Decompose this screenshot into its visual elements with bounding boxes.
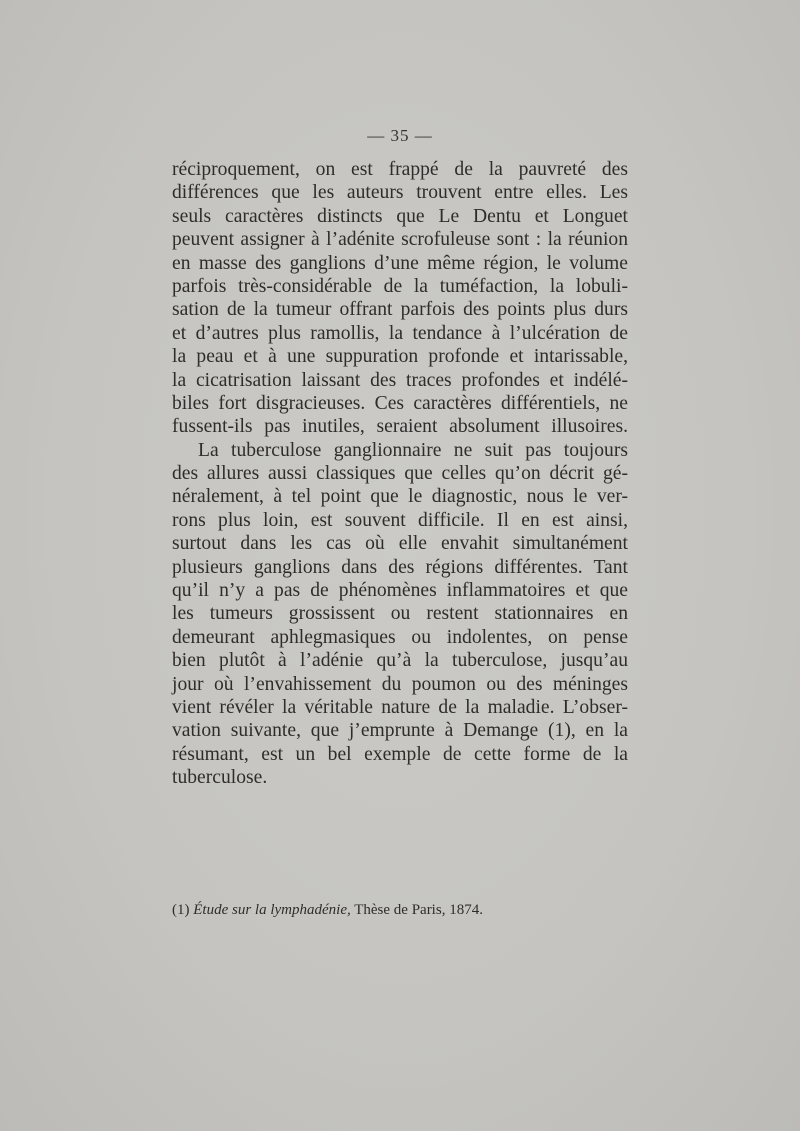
text-line: vation suivante, que j’emprunte à Demange (1), en la bbox=[172, 720, 628, 742]
footnote-title: Étude sur la lymphadénie, bbox=[193, 902, 351, 918]
footnote-rest: Thèse de Paris, 1874. bbox=[354, 902, 483, 918]
text-line: qu’il n’y a pas de phénomènes inflammatoires et que bbox=[172, 580, 628, 602]
text-line: des allures aussi classiques que celles qu’on décrit gé- bbox=[172, 463, 628, 485]
text-line: les tumeurs grossissent ou restent stationnaires en bbox=[172, 603, 628, 625]
text-line: bien plutôt à l’adénie qu’à la tuberculose, jusqu’au bbox=[172, 650, 628, 672]
text-line: et d’autres plus ramollis, la tendance à l’ulcération de bbox=[172, 322, 628, 344]
page-number: — 35 — bbox=[367, 126, 433, 145]
footnote-marker: (1) bbox=[172, 902, 190, 918]
text-line: surtout dans les cas où elle envahit simultanément bbox=[172, 533, 628, 555]
footnote bbox=[172, 902, 628, 919]
text-line: sation de la tumeur offrant parfois des points plus durs bbox=[172, 299, 628, 321]
text-line: plusieurs ganglions dans des régions différentes. Tant bbox=[172, 556, 628, 578]
text-line: jour où l’envahissement du poumon ou des méninges bbox=[172, 673, 628, 695]
text-line: vient révéler la véritable nature de la maladie. L’obser- bbox=[172, 696, 628, 718]
text-line: demeurant aphlegmasiques ou indolentes, on pense bbox=[172, 626, 628, 648]
text-line: peuvent assigner à l’adénite scrofuleuse sont : la réunion bbox=[172, 229, 628, 251]
text-line: en masse des ganglions d’une même région, le volume bbox=[172, 252, 628, 274]
text-line: néralement, à tel point que le diagnostic, nous le ver- bbox=[172, 486, 628, 508]
text-line: résumant, est un bel exemple de cette forme de la bbox=[172, 743, 628, 765]
text-line: biles fort disgracieuses. Ces caractères différentiels, ne bbox=[172, 392, 628, 414]
text-line: tuberculose. bbox=[172, 767, 268, 789]
text-line: différences que les auteurs trouvent entre elles. Les bbox=[172, 182, 628, 204]
text-line: parfois très-considérable de la tuméfaction, la lobuli- bbox=[172, 275, 628, 297]
paragraph-1 bbox=[172, 158, 628, 439]
text-line: fussent-ils pas inutiles, seraient absolument illusoires. bbox=[172, 416, 628, 438]
text-line: seuls caractères distincts que Le Dentu et Longuet bbox=[172, 205, 628, 227]
paragraph-2 bbox=[172, 439, 628, 790]
text-line: La tuberculose ganglionnaire ne suit pas toujours bbox=[198, 439, 628, 461]
text-line: rons plus loin, est souvent difficile. Il en est ainsi, bbox=[172, 509, 628, 531]
text-line: réciproquement, on est frappé de la pauvreté des bbox=[172, 159, 628, 180]
text-line: la peau et à une suppuration profonde et intarissable, bbox=[172, 346, 628, 368]
body-text bbox=[172, 158, 628, 790]
text-line: la cicatrisation laissant des traces profondes et indélé- bbox=[172, 369, 628, 391]
